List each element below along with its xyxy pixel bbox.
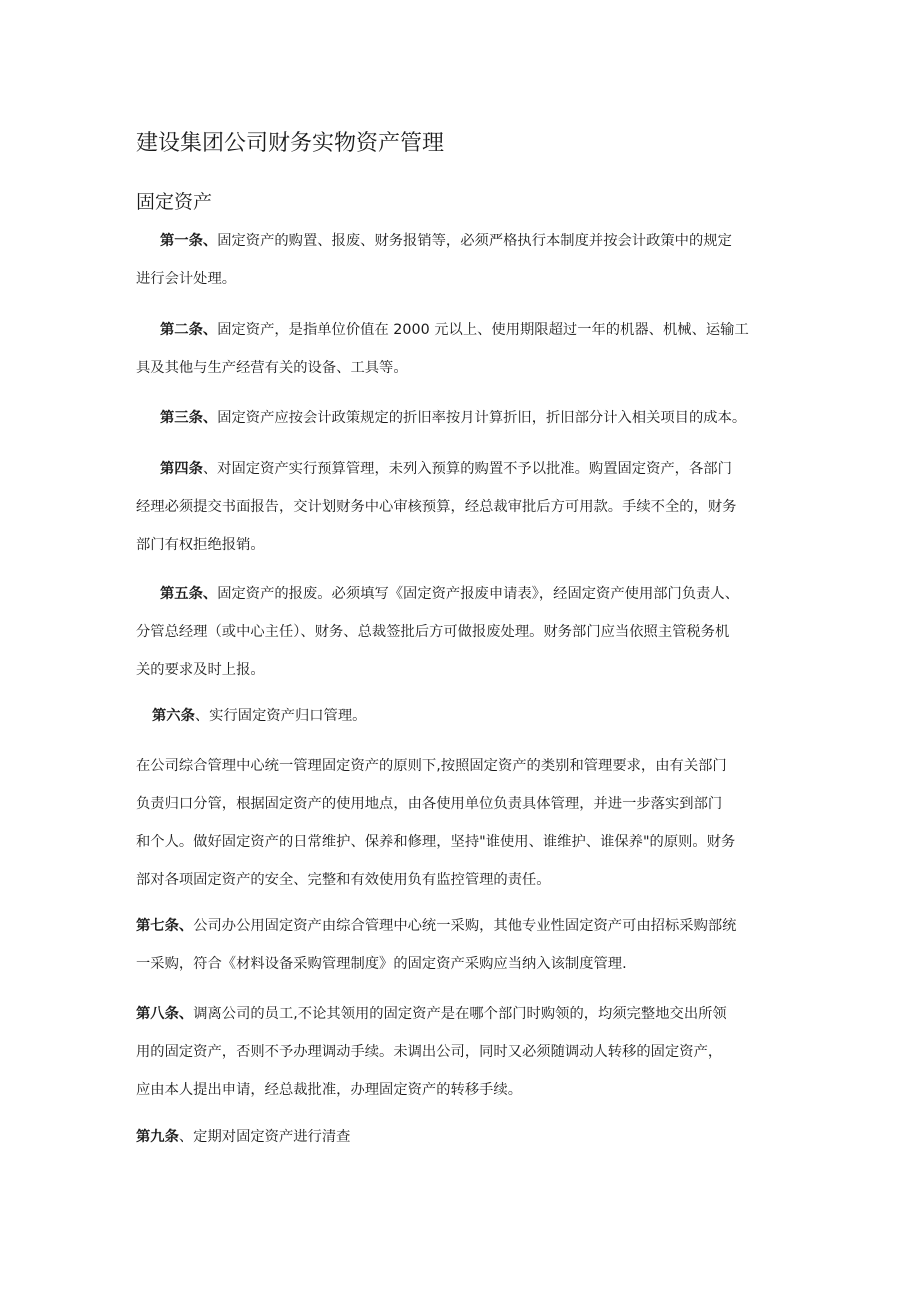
article-text-line: 经理必须提交书面报告，交计划财务中心审核预算，经总裁审批后方可用款。手续不全的，财务 [136, 499, 737, 515]
article-text-line: 、定期对固定资产进行清查 [178, 1129, 351, 1145]
article-text-line: 、实行固定资产归口管理。 [194, 708, 367, 724]
article-label: 第九条 [136, 1129, 179, 1145]
article-label: 第六条 [152, 708, 195, 724]
article-text-line: 具及其他与生产经营有关的设备、工具等。 [136, 360, 408, 376]
article-text-line: 固定资产应按会计政策规定的折旧率按月计算折旧，折旧部分计入相关项目的成本。 [217, 410, 747, 426]
section-title: 固定资产 [136, 191, 213, 213]
article-text-line: 分管总经理（或中心主任）、财务、总裁签批后方可做报废处理。财务部门应当依照主管税务机 [136, 624, 730, 640]
article-label: 第二条、 [160, 322, 218, 338]
document-title: 建设集团公司财务实物资产管理 [136, 131, 445, 156]
article-3 [136, 399, 816, 437]
article-text-line: 部对各项固定资产的安全、完整和有效使用负有监控管理的责任。 [136, 872, 551, 888]
article-text-line: 在公司综合管理中心统一管理固定资产的原则下,按照固定资产的类别和管理要求，由有关部门 [136, 758, 727, 774]
article-label: 第七条、 [136, 918, 194, 934]
article-text-line: 和个人。做好固定资产的日常维护、保养和修理，坚持"谁使用、谁维护、谁保养"的原则。财务 [136, 834, 736, 850]
article-text-line: 负责归口分管，根据固定资产的使用地点，由各使用单位负责具体管理，并进一步落实到部门 [136, 796, 723, 812]
article-text-line: 进行会计处理。 [136, 271, 237, 287]
article-6 [136, 697, 816, 735]
article-text-line: 调离公司的员工,不论其领用的固定资产是在哪个部门时购领的，均须完整地交出所领 [193, 1006, 727, 1022]
article-text-line: 固定资产的购置、报废、财务报销等，必须严格执行本制度并按会计政策中的规定 [217, 233, 732, 249]
article-2 [136, 311, 816, 387]
article-text-line: 、对固定资产实行预算管理，未列入预算的购置不予以批准。购置固定资产，各部门 [202, 461, 732, 477]
article-label: 第四条 [160, 461, 203, 477]
article-text-line: 应由本人提出申请，经总裁批准，办理固定资产的转移手续。 [136, 1082, 523, 1098]
article-5 [136, 575, 816, 689]
article-1 [136, 222, 816, 298]
article-label: 第五条、 [160, 586, 218, 602]
article-text-line: 用的固定资产，否则不予办理调动手续。未调出公司，同时又必须随调动人转移的固定资产， [136, 1044, 723, 1060]
article-label: 第三条、 [160, 410, 218, 426]
article-text-line: 关的要求及时上报。 [136, 662, 265, 678]
article-text-line: 一采购，符合《材料设备采购管理制度》的固定资产采购应当纳入该制度管理. [136, 956, 627, 972]
article-text-line: 固定资产的报废。必须填写《固定资产报废申请表》，经固定资产使用部门负责人、 [217, 586, 740, 602]
article-text-line: 部门有权拒绝报销。 [136, 537, 265, 553]
article-6-detail [136, 747, 816, 899]
article-text-line: 公司办公用固定资产由综合管理中心统一采购，其他专业性固定资产可由招标采购部统 [193, 918, 737, 934]
article-label: 第八条、 [136, 1006, 194, 1022]
article-7 [136, 907, 816, 983]
article-text-line: 固定资产，是指单位价值在 2000 元以上、使用期限超过一年的机器、机械、运输工 [217, 322, 749, 338]
article-label: 第一条、 [160, 233, 218, 249]
article-4 [136, 450, 816, 564]
article-9 [136, 1118, 816, 1156]
article-8 [136, 995, 816, 1109]
